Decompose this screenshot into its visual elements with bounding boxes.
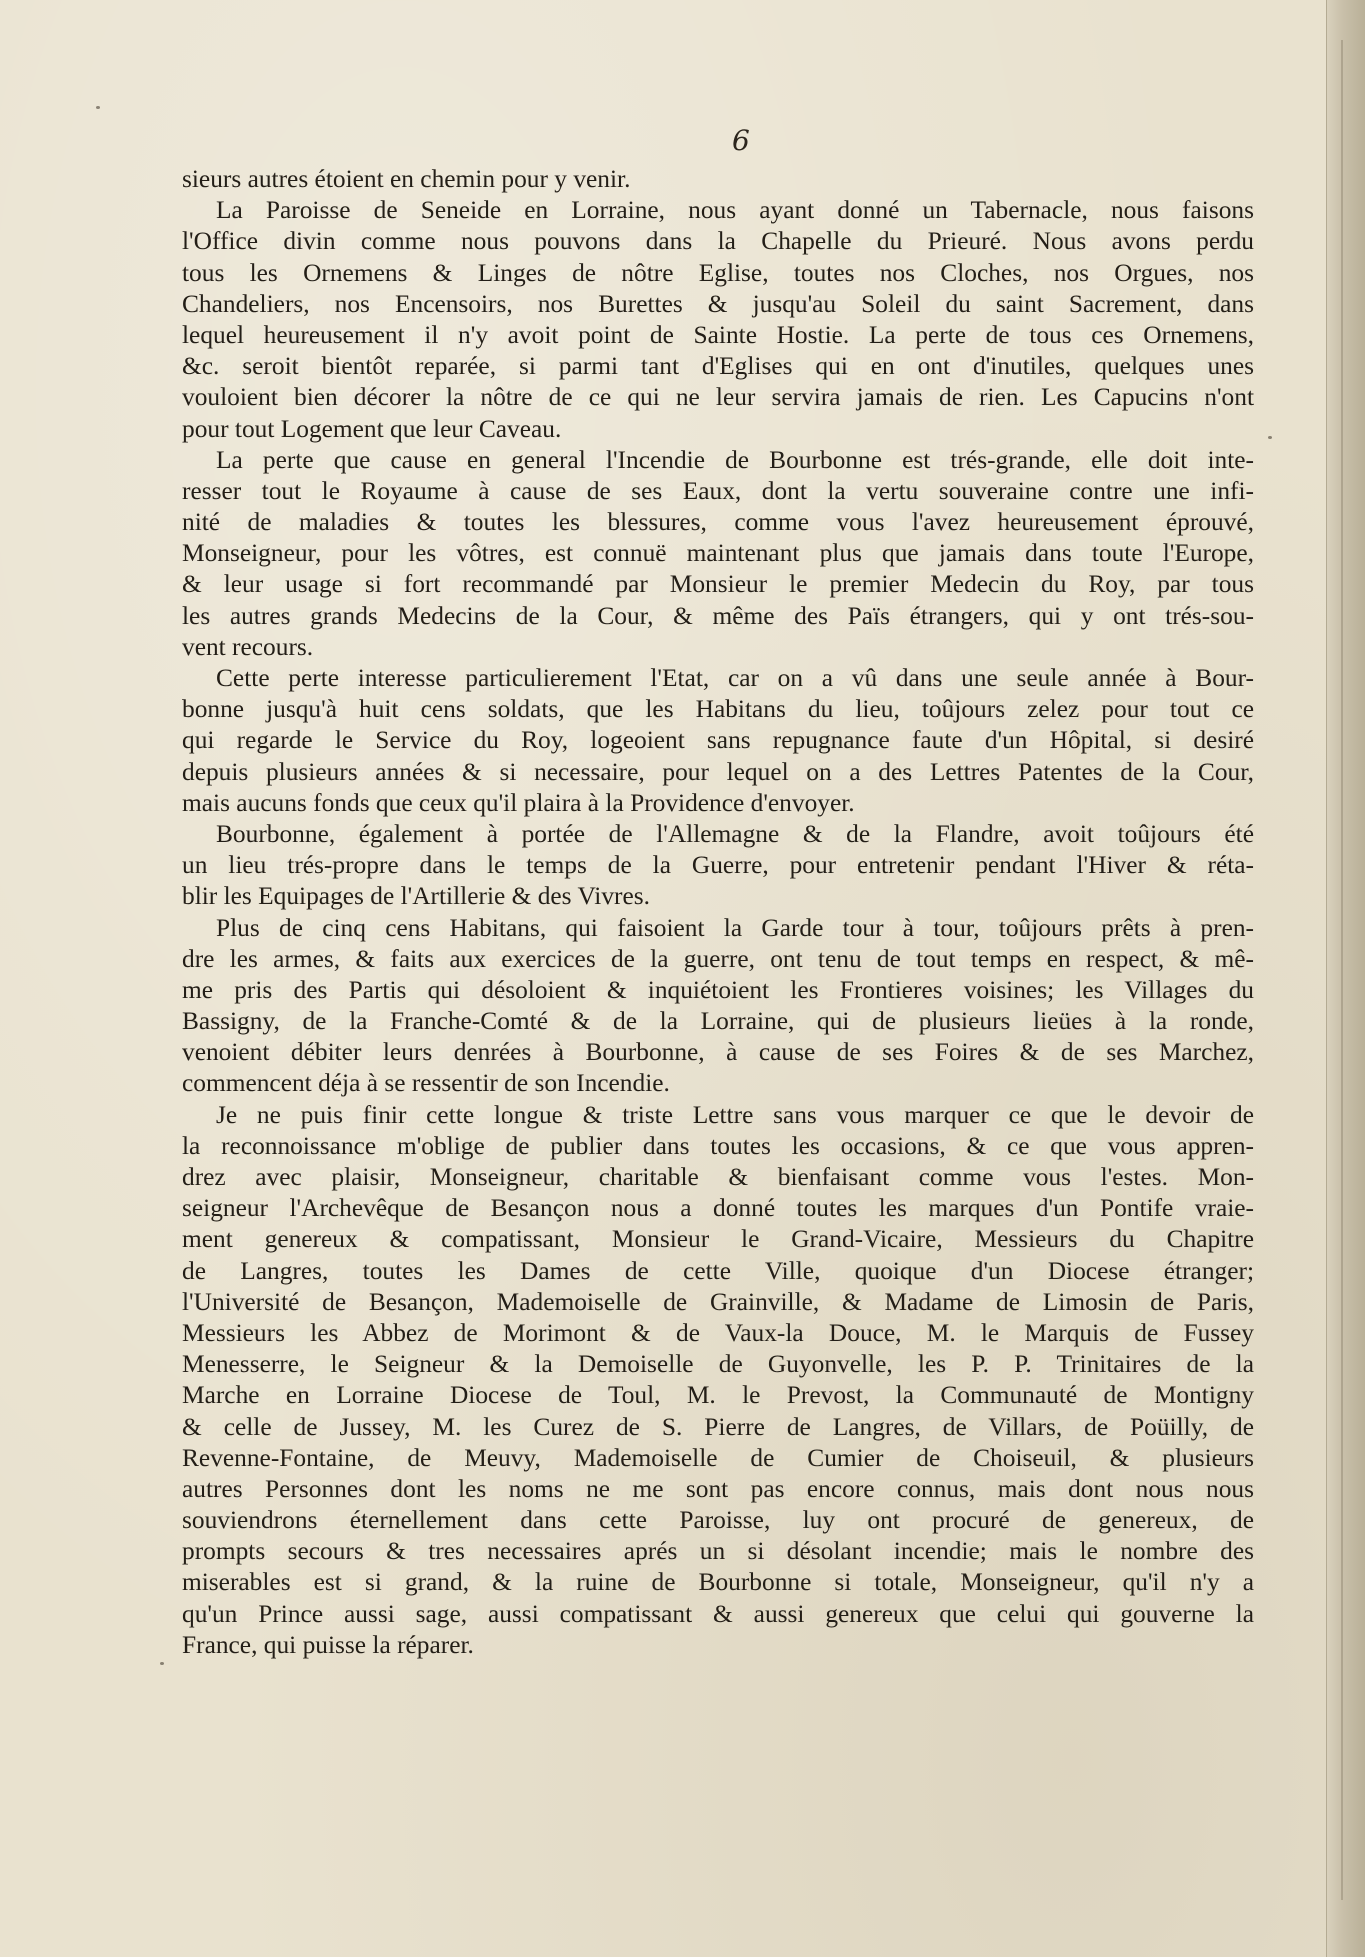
- text-line: vouloient bien décorer la nôtre de ce qui ne leur servira jamais de rien. Les Capucins n'ont: [182, 383, 1254, 412]
- text-line: nité de maladies & toutes les blessures, comme vous l'avez heureusement éprouvé,: [182, 508, 1254, 537]
- text-line: Monseigneur, pour les vôtres, est connuë maintenant plus que jamais dans toute l'Europe,: [182, 539, 1254, 568]
- text-line: autres Personnes dont les noms ne me sont pas encore connus, mais dont nous nous: [182, 1474, 1254, 1503]
- text-line: qu'un Prince aussi sage, aussi compatissant & aussi genereux que celui qui gouverne la: [182, 1599, 1254, 1628]
- text-line: dre les armes, & faits aux exercices de la guerre, ont tenu de tout temps en respect, & mê-: [182, 944, 1254, 973]
- paper-speck: [96, 106, 100, 109]
- text-line: depuis plusieurs années & si necessaire, pour lequel on a des Lettres Patentes de la Cour,: [182, 757, 1254, 786]
- text-line: qui regarde le Service du Roy, logeoient sans repugnance faute d'un Hôpital, si desiré: [182, 726, 1254, 755]
- text-line: ment genereux & compatissant, Monsieur le Grand-Vicaire, Messieurs du Chapitre: [182, 1225, 1254, 1254]
- paragraph: [182, 819, 1254, 913]
- text-line: bonne jusqu'à huit cens soldats, que les Habitans du lieu, toûjours zelez pour tout ce: [182, 695, 1254, 724]
- text-line: France, qui puisse la réparer.: [182, 1630, 474, 1659]
- text-line: Cette perte interesse particulierement l'Etat, car on a vû dans une seule année à Bour-: [216, 664, 1254, 692]
- text-line: tous les Ornemens & Linges de nôtre Eglise, toutes nos Cloches, nos Orgues, nos: [182, 258, 1254, 287]
- text-line: Menesserre, le Seigneur & la Demoiselle de Guyonvelle, les P. P. Trinitaires de la: [182, 1350, 1254, 1379]
- text-line: Marche en Lorraine Diocese de Toul, M. le Prevost, la Communauté de Montigny: [182, 1381, 1254, 1410]
- text-line: blir les Equipages de l'Artillerie & des Vivres.: [182, 882, 650, 911]
- paragraph: [182, 445, 1254, 663]
- text-line: Plus de cinq cens Habitans, qui faisoient la Garde tour à tour, toûjours prêts à pren-: [216, 913, 1254, 942]
- text-line: resser tout le Royaume à cause de ses Eaux, dont la vertu souveraine contre une infi-: [182, 476, 1254, 505]
- text-line: drez avec plaisir, Monseigneur, charitable & bienfaisant comme vous l'estes. Mon-: [182, 1163, 1254, 1191]
- paragraph: [182, 1100, 1254, 1661]
- text-line: & leur usage si fort recommandé par Monsieur le premier Medecin du Roy, par tous: [182, 570, 1254, 599]
- text-line: Chandeliers, nos Encensoirs, nos Burettes & jusqu'au Soleil du saint Sacrement, dans: [182, 289, 1254, 318]
- paragraph: [182, 913, 1254, 1100]
- text-line: souviendrons éternellement dans cette Paroisse, luy ont procuré de genereux, de: [182, 1506, 1254, 1535]
- text-line: Je ne puis finir cette longue & triste Lettre sans vous marquer ce que le devoir de: [216, 1100, 1254, 1129]
- text-line: La perte que cause en general l'Incendie de Bourbonne est trés-grande, elle doit inte-: [216, 445, 1254, 474]
- page-number: 6: [732, 124, 750, 157]
- text-line: venoient débiter leurs denrées à Bourbonne, à cause de ses Foires & de ses Marchez,: [182, 1038, 1254, 1067]
- text-line: prompts secours & tres necessaires aprés un si désolant incendie; mais le nombre des: [182, 1537, 1254, 1566]
- text-line: &c. seroit bientôt reparée, si parmi tant d'Eglises qui en ont d'inutiles, quelques unes: [182, 352, 1254, 381]
- text-line: seigneur l'Archevêque de Besançon nous a donné toutes les marques d'un Pontife vraie-: [182, 1194, 1254, 1223]
- text-line: pour tout Logement que leur Caveau.: [182, 414, 562, 443]
- text-line: l'Université de Besançon, Mademoiselle de Grainville, & Madame de Limosin de Paris,: [182, 1287, 1254, 1316]
- paragraph: [182, 164, 1254, 195]
- text-line: sieurs autres étoient en chemin pour y venir.: [182, 165, 631, 193]
- text-line: un lieu trés-propre dans le temps de la Guerre, pour entretenir pendant l'Hiver & réta-: [182, 851, 1254, 880]
- text-line: Bourbonne, également à portée de l'Allemagne & de la Flandre, avoit toûjours été: [216, 819, 1254, 848]
- text-line: vent recours.: [182, 632, 314, 661]
- text-line: & celle de Jussey, M. les Curez de S. Pierre de Langres, de Villars, de Poüilly, de: [182, 1412, 1254, 1441]
- text-line: l'Office divin comme nous pouvons dans la Chapelle du Prieuré. Nous avons perdu: [182, 227, 1254, 256]
- text-line: Revenne-Fontaine, de Meuvy, Mademoiselle de Cumier de Choiseuil, & plusieurs: [182, 1443, 1254, 1472]
- text-line: La Paroisse de Seneide en Lorraine, nous ayant donné un Tabernacle, nous faisons: [216, 196, 1254, 225]
- text-line: mais aucuns fonds que ceux qu'il plaira à la Providence d'envoyer.: [182, 788, 855, 817]
- text-line: commencent déja à se ressentir de son Incendie.: [182, 1069, 670, 1098]
- letter-text: [182, 164, 1254, 1661]
- text-line: la reconnoissance m'oblige de publier dans toutes les occasions, & ce que vous appren-: [182, 1131, 1254, 1160]
- paper-speck: [160, 1662, 164, 1665]
- text-line: Messieurs les Abbez de Morimont & de Vaux-la Douce, M. le Marquis de Fussey: [182, 1318, 1254, 1347]
- text-line: miserables est si grand, & la ruine de Bourbonne si totale, Monseigneur, qu'il n'y a: [182, 1568, 1254, 1597]
- text-line: les autres grands Medecins de la Cour, & même des Païs étrangers, qui y ont trés-sou-: [182, 601, 1254, 630]
- paragraph: [182, 195, 1254, 445]
- text-line: lequel heureusement il n'y avoit point de Sainte Hostie. La perte de tous ces Ornemens,: [182, 320, 1254, 349]
- page-edge: [1326, 0, 1365, 1957]
- text-line: Bassigny, de la Franche-Comté & de la Lorraine, qui de plusieurs lieües à la ronde,: [182, 1007, 1254, 1036]
- text-line: de Langres, toutes les Dames de cette Ville, quoique d'un Diocese étranger;: [182, 1256, 1254, 1285]
- paragraph: [182, 663, 1254, 819]
- paper-speck: [1268, 436, 1272, 439]
- text-line: me pris des Partis qui désoloient & inquiétoient les Frontieres voisines; les Villages du: [182, 975, 1254, 1004]
